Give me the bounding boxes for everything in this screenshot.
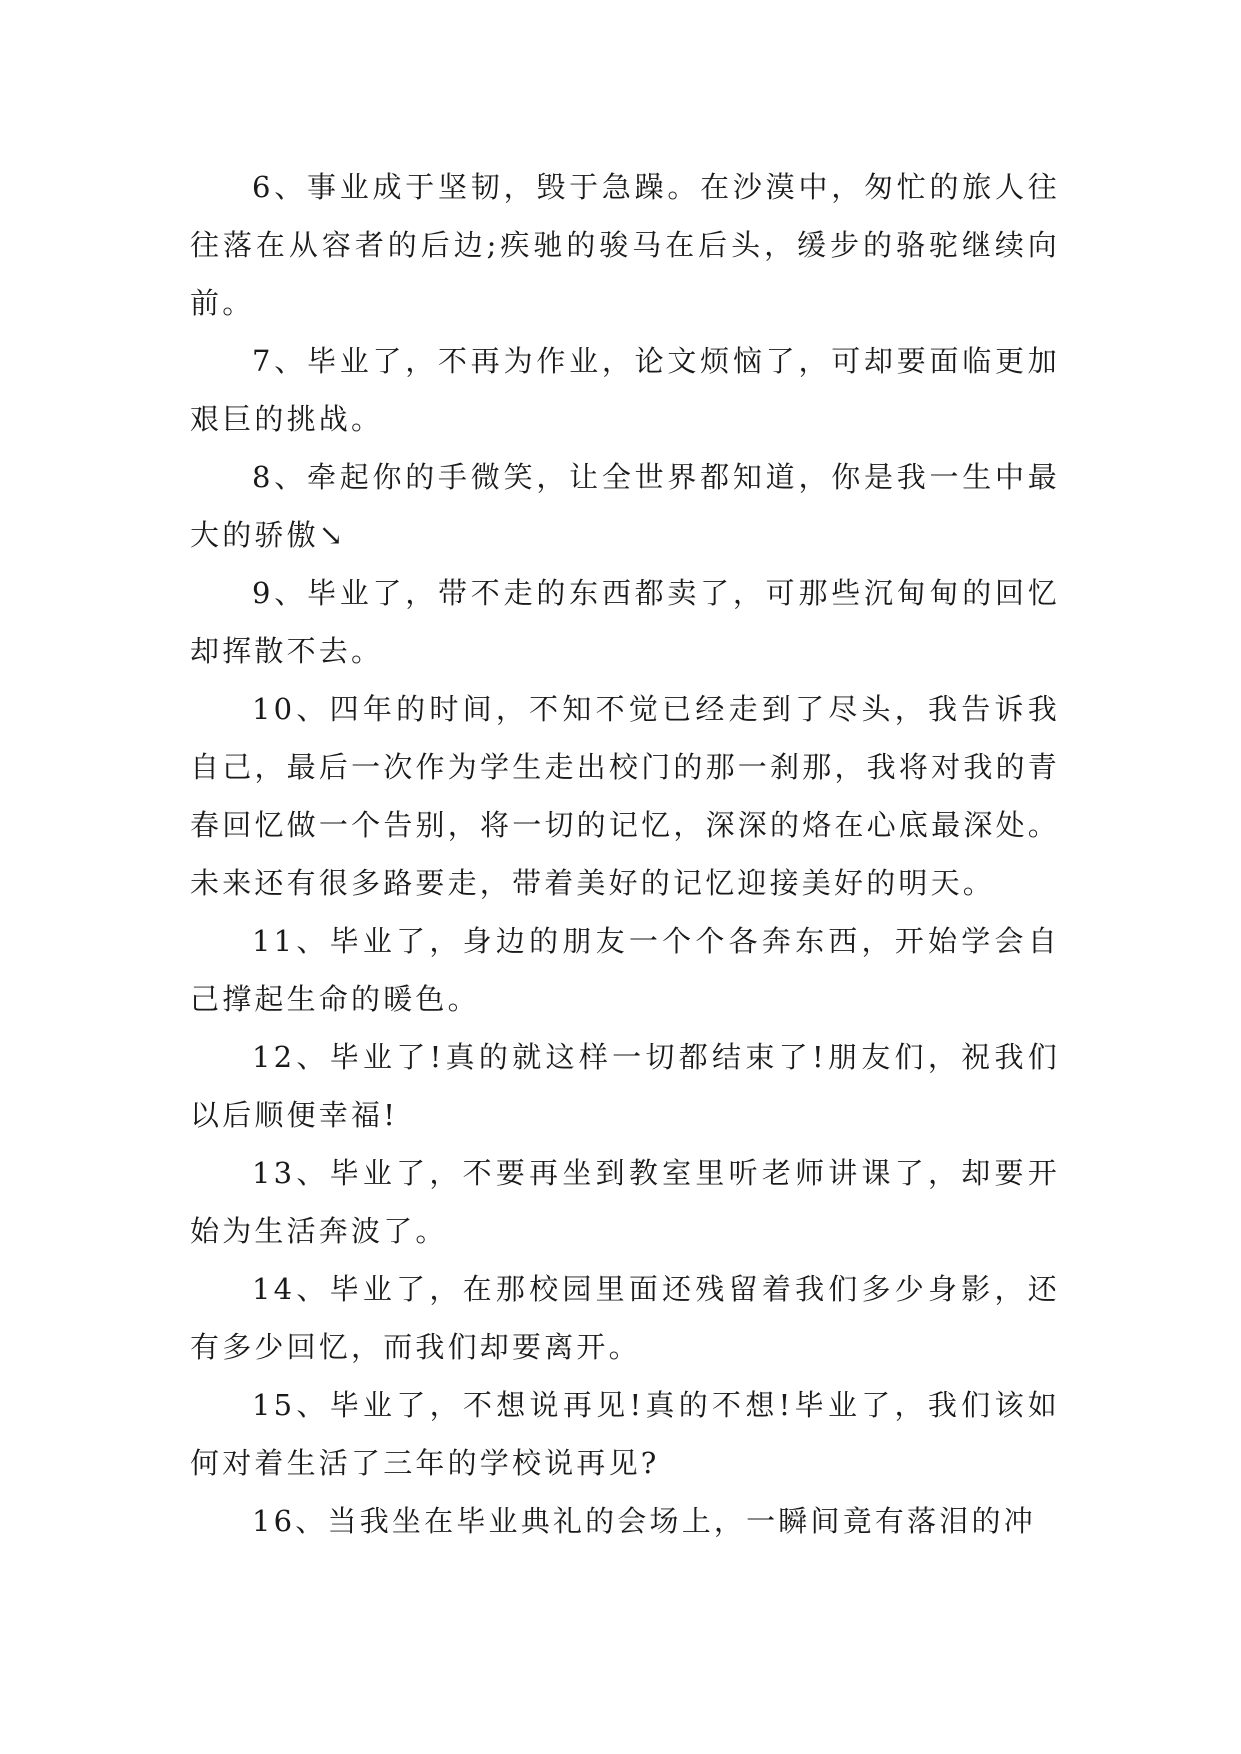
paragraph-16: 16、当我坐在毕业典礼的会场上，一瞬间竟有落泪的冲 <box>252 1504 1036 1538</box>
paragraph-7: 7、毕业了，不再为作业，论文烦恼了，可却要面临更加艰巨的挑战。 <box>190 344 1060 436</box>
paragraph-14: 14、毕业了，在那校园里面还残留着我们多少身影，还有多少回忆，而我们却要离开。 <box>190 1272 1060 1364</box>
paragraph-15: 15、毕业了，不想说再见!真的不想!毕业了，我们该如何对着生活了三年的学校说再见? <box>190 1388 1060 1480</box>
paragraph-6: 6、事业成于坚韧，毁于急躁。在沙漠中，匆忙的旅人往往落在从容者的后边;疾驰的骏马在后头，缓步的骆驼继续向前。 <box>190 170 1060 320</box>
paragraph-11: 11、毕业了，身边的朋友一个个各奔东西，开始学会自己撑起生命的暖色。 <box>190 924 1060 1016</box>
paragraph-8: 8、牵起你的手微笑，让全世界都知道，你是我一生中最大的骄傲↘ <box>190 460 1060 552</box>
paragraph-13: 13、毕业了，不要再坐到教室里听老师讲课了，却要开始为生活奔波了。 <box>190 1156 1060 1248</box>
paragraph-10: 10、四年的时间，不知不觉已经走到了尽头，我告诉我自己，最后一次作为学生走出校门的那一刹那，我将对我的青春回忆做一个告别，将一切的记忆，深深的烙在心底最深处。未来还有很多路要走，带着美好的记忆迎接美好的明天。 <box>190 692 1060 900</box>
document-body <box>190 158 1060 1550</box>
paragraph-9: 9、毕业了，带不走的东西都卖了，可那些沉甸甸的回忆却挥散不去。 <box>190 576 1060 668</box>
paragraph-12: 12、毕业了!真的就这样一切都结束了!朋友们，祝我们以后顺便幸福! <box>190 1040 1060 1132</box>
